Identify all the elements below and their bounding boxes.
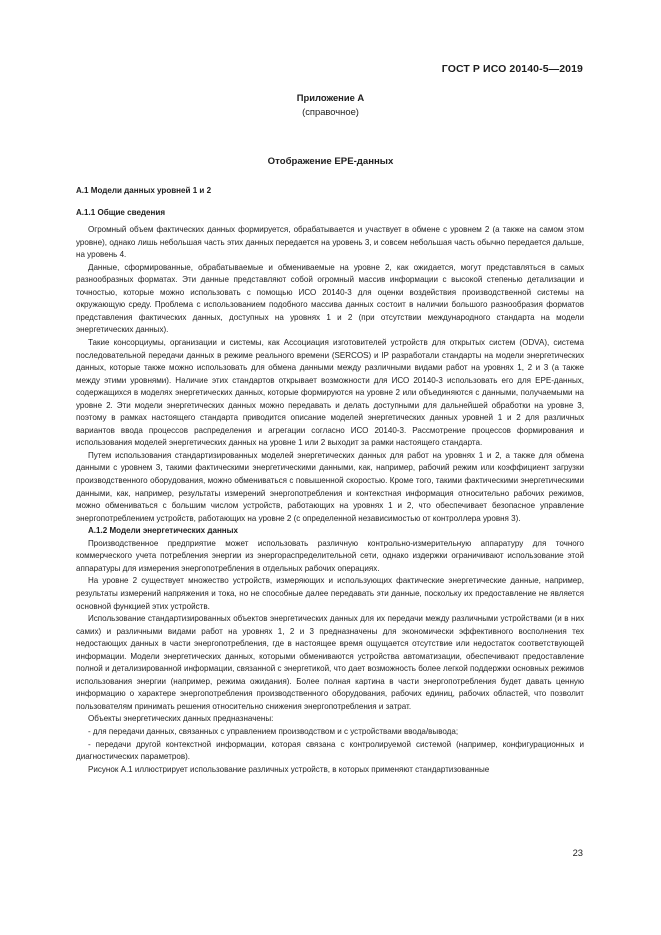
list-item: - для передачи данных, связанных с управлением производством и с устройствами ввода/вывода;	[88, 726, 459, 736]
paragraph: Объекты энергетических данных предназначены:	[88, 714, 274, 724]
paragraph: Такие консорциумы, организации и системы, как Ассоциация изготовителей устройств для открытых систем (ODVA), система последовательной передачи данных в режиме реального времени (SERCOS) и IP разработали стандарты на модели энергетических данных, которые также можно использовать для обмена данными между различными видами работ на уровнях 1, 2 и 3 (а также между этими уровнями). Наличие этих стандартов открывает возможности для ИСО 20140-3 использовать его для ЕРЕ-данных, содержащихся в моделях энергетических данных, которые формируются на уровне 2 или объединяются с данными, получаемыми на уровне 2. Эти модели энергетических данных можно передавать и делать доступными для дальнейшей обработки на уровне 3, поэтому в рамках настоящего стандарта приводится описание моделей энергетических данных уровней 1 и 2 для различных вариантов ввода процессов распределения и агрегации согласно ИСО 20140-3. Рассмотрение процессов формирования и использования моделей энергетических данных на уровне 1 или 2 выходит за рамки настоящего стандарта.	[76, 338, 584, 448]
paragraph: На уровне 2 существует множество устройств, измеряющих и использующих фактические энергетические данные, например, результаты измерений напряжения и тока, но не способные далее передавать эти данные, поскольку их предоставление не является основной функцией этих устройств.	[76, 576, 584, 611]
annex-title: Приложение А	[296, 92, 365, 103]
document-body	[76, 185, 584, 776]
paragraph: Огромный объем фактических данных формируется, обрабатывается и участвует в обмене с уровнем 2 (а также на самом этом уровне), однако лишь небольшая часть этих данных передается на уровень 3, и совсем небольшая часть обычно передается дальше, на уровень 4.	[76, 225, 584, 260]
paragraph: Использование стандартизированных объектов энергетических данных для их передачи между различными устройствами (и в них самих) и различными видами работ на уровнях 1, 2 и 3 предназначены для экономически эффективного восполнения тех недостающих данных в части энергопотребления, где в настоящее время ощущается отсутствие или недостаток соответствующей информации. Модели энергетических данных, которыми обмениваются устройства автоматизации, обеспечивают предоставление полной и детализированной информации, связанной с энергетикой, что дает возможность более легкой поддержки основных режимов использования энергии (например, режима ожидания). Более полная картина в части энергопотребления будет давать ценную информацию о характере энергопотребления производственного оборудования, рабочих единиц, рабочих областей, что позволит пользователям принимать решения относительно снижения энергопотребления и затрат.	[76, 614, 584, 711]
annex-status: (справочное)	[302, 106, 359, 117]
section-a1-heading: А.1 Модели данных уровней 1 и 2	[76, 186, 212, 195]
standard-code: ГОСТ Р ИСО 20140-5—2019	[441, 63, 583, 75]
section-a12-heading: А.1.2 Модели энергетических данных	[88, 526, 239, 536]
section-a11-heading: А.1.1 Общие сведения	[76, 207, 166, 217]
paragraph: Производственное предприятие может использовать различную контрольно-измерительную аппаратуру для точного коммерческого учета потребления энергии из энергораспределительной сети, однако издержки ограничивают использование этой аппаратуры для измерения энергопотребления в отдельных рабочих операциях.	[76, 538, 584, 573]
paragraph: Рисунок А.1 иллюстрирует использование различных устройств, в которых применяют стандартизованные	[88, 764, 490, 774]
page-number: 23	[572, 847, 583, 858]
paragraph: Путем использования стандартизированных моделей энергетических данных для работ на уровнях 1 и 2, а также для обмена данными с уровнем 3, такими фактическими энергетическими данными, как, например, рабочий режим или коэффициент загрузки производственного оборудования, можно обмениваться с повышенной скоростью. Кроме того, такими фактическими энергетическими данными, как, например, результаты измерений энергопотребления и контекстная информация относительно рабочих режимов, можно обмениваться с большим числом устройств, работающих на уровнях 1 и 2, что обеспечивает безопасное управление энергопотреблением устройств, работающих на уровне 2 (с определенной независимостью от контроллера уровня 3).	[76, 450, 584, 523]
list-item: - передачи другой контекстной информации, которая связана с контролируемой системой (например, конфигурационных и диагностических параметров).	[76, 739, 584, 762]
annex-heading: Отображение ЕРЕ-данных	[267, 156, 394, 167]
paragraph: Данные, сформированные, обрабатываемые и обмениваемые на уровне 2, как ожидается, могут представляться в самых разнообразных форматах. Эти данные представляют собой огромный массив информации с высокой степенью детализации и точностью, которые можно использовать с помощью ИСО 20140-3 для оценки воздействия производственной системы на окружающую среду. Проблема с использованием подобного массива данных состоит в наличии большого разнообразия форматов представления фактических данных, доступных на уровнях 1 и 2 (при отсутствии международного стандарта на модели энергетических данных).	[76, 262, 584, 335]
annex-header	[0, 91, 661, 119]
